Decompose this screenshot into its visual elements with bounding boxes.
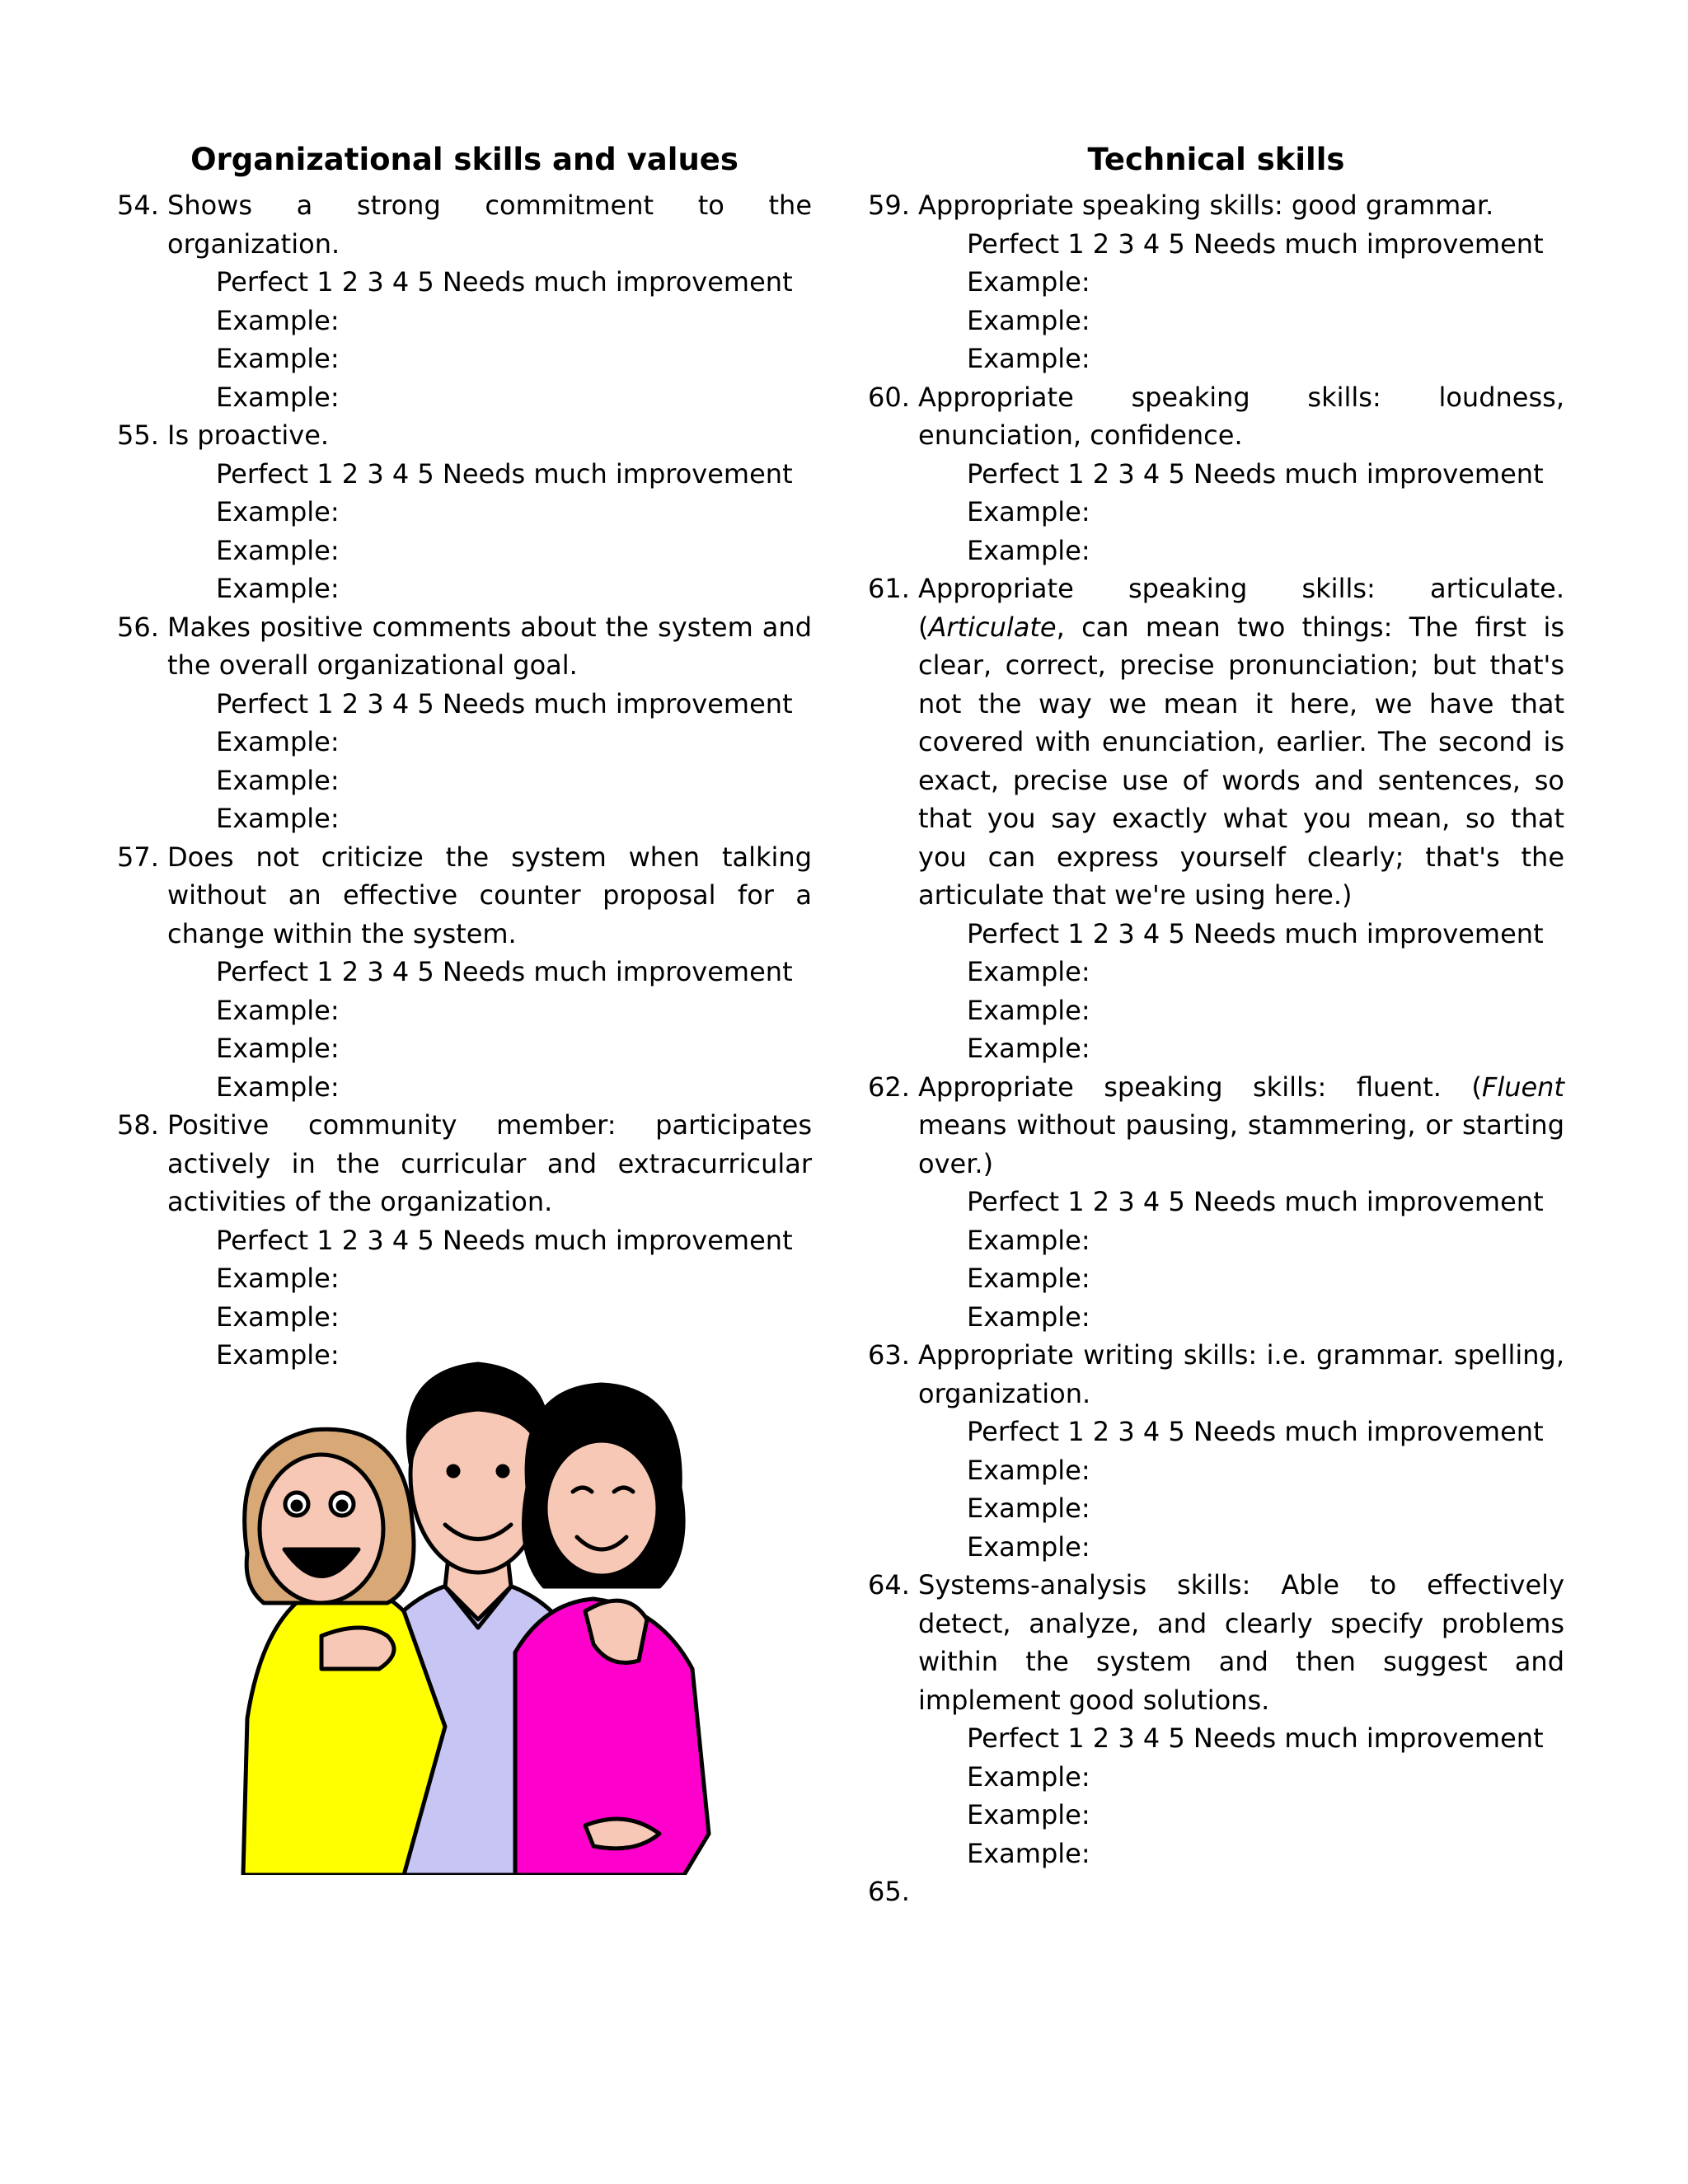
item-number: 61.: [868, 573, 910, 604]
example-label: Example:: [967, 1493, 1090, 1524]
example-label: Example:: [216, 1339, 340, 1371]
example-label: Example:: [216, 534, 340, 566]
example-label: Example:: [216, 1033, 340, 1064]
rating-scale: Perfect 1 2 3 4 5 Needs much improvement: [216, 457, 793, 490]
item-number: 58.: [117, 1109, 159, 1141]
rating-scale: Perfect 1 2 3 4 5 Needs much improvement: [967, 1722, 1544, 1754]
item-text: Is proactive.: [167, 419, 330, 451]
left-column: [117, 138, 812, 1375]
right-woman-face: [546, 1441, 658, 1576]
list-item: [868, 186, 1564, 378]
man-eye: [448, 1466, 458, 1476]
item-text: Appropriate writing skills: i.e. grammar. spelling, organization.: [918, 1339, 1564, 1409]
item-text-emphasis: Articulate: [928, 611, 1057, 643]
item-number: 60.: [868, 381, 910, 413]
item-text: Appropriate speaking skills: loudness, enunciation, confidence.: [918, 381, 1564, 451]
rating-scale: Perfect 1 2 3 4 5 Needs much improvement: [216, 266, 793, 298]
item-text-emphasis: Fluent: [1481, 1071, 1564, 1103]
item-text-part: Appropriate speaking skills: fluent. (: [918, 1071, 1482, 1103]
rating-scale: Perfect 1 2 3 4 5 Needs much improvement: [216, 687, 793, 719]
example-label: Example:: [967, 1454, 1090, 1486]
rating-scale: Perfect 1 2 3 4 5 Needs much improvement: [967, 1416, 1544, 1447]
rating-scale: Perfect 1 2 3 4 5 Needs much improvement: [967, 917, 1544, 949]
list-item: [868, 378, 1564, 570]
example-label: Example:: [967, 304, 1090, 336]
rating-scale: Perfect 1 2 3 4 5 Needs much improvement: [216, 956, 793, 987]
item-number: 65.: [868, 1876, 910, 1907]
example-label: Example:: [967, 1799, 1090, 1830]
item-text: Shows a strong commitment to the organization.: [167, 190, 812, 260]
left-woman-pupil: [293, 1502, 301, 1510]
example-label: Example:: [967, 1224, 1090, 1256]
item-text: [918, 1068, 1564, 1183]
list-item: [117, 1106, 812, 1375]
item-number: 57.: [117, 841, 159, 873]
example-label: Example:: [216, 764, 340, 796]
rating-scale: Perfect 1 2 3 4 5 Needs much improvement: [967, 1186, 1544, 1217]
item-text-part: Appropriate speaking skills: articulate. (: [918, 573, 1564, 643]
example-label: Example:: [967, 1530, 1090, 1563]
item-text-part: means without pausing, stammering, or starting over.): [918, 1109, 1564, 1179]
item-number: 54.: [117, 190, 159, 221]
example-label: Example:: [967, 1760, 1090, 1793]
item-text: Systems-analysis skills: Able to effectively detect, analyze, and clearly specify problems within the system and then suggest and implement good solutions.: [918, 1569, 1564, 1716]
man-eye: [498, 1466, 508, 1476]
rating-scale: Perfect 1 2 3 4 5 Needs much improvement: [967, 457, 1544, 490]
example-label: Example:: [967, 534, 1090, 566]
item-text: Makes positive comments about the system and the overall organizational goal.: [167, 611, 812, 681]
example-label: Example:: [967, 1837, 1090, 1869]
item-number: 55.: [117, 419, 159, 451]
item-number: 62.: [868, 1071, 910, 1103]
item-number: 64.: [868, 1569, 910, 1601]
list-item: [868, 569, 1564, 1068]
example-label: Example:: [216, 304, 340, 336]
example-label: Example:: [216, 343, 340, 374]
item-text: Does not criticize the system when talking without an effective counter proposal for a change within the system.: [167, 841, 812, 949]
item-number: 59.: [868, 190, 910, 221]
example-label: Example:: [216, 803, 340, 834]
example-label: Example:: [216, 1263, 340, 1294]
item-text-empty: [918, 1872, 1564, 1911]
list-item: [117, 416, 812, 608]
section-heading: Technical skills: [1087, 142, 1345, 177]
example-label: Example:: [216, 381, 340, 413]
example-label: Example:: [967, 1301, 1090, 1333]
list-item: [868, 1566, 1564, 1872]
item-number: 63.: [868, 1339, 910, 1371]
example-label: Example:: [216, 573, 340, 604]
item-text: Positive community member: participates actively in the curricular and extracurricular activities of the organization.: [167, 1109, 812, 1217]
section-heading: Organizational skills and values: [190, 142, 738, 177]
right-column: [868, 138, 1564, 1911]
example-label: Example:: [967, 1263, 1090, 1294]
list-item: [117, 608, 812, 838]
list-item: [868, 1872, 1564, 1911]
example-label: Example:: [967, 266, 1090, 298]
rating-scale: Perfect 1 2 3 4 5 Needs much improvement: [967, 227, 1544, 260]
item-text: Appropriate speaking skills: good grammar.: [918, 190, 1494, 221]
list-item: [117, 186, 812, 416]
item-number: 56.: [117, 611, 159, 643]
left-woman-pupil: [338, 1502, 346, 1510]
three-people-illustration: [198, 1339, 775, 1875]
example-label: Example:: [967, 496, 1090, 527]
left-woman-hand: [321, 1628, 394, 1669]
left-woman-face: [260, 1455, 383, 1603]
item-text-part: , can mean two things: The first is clear, correct, precise pronunciation; but that's not the way we mean it here, we have that covered with enunciation, earlier. The second is exact, precise use of words and sentences, so that you say exactly what you mean, so that you can express yourself clearly; that's the articulate that we're using here.): [918, 611, 1564, 911]
example-label: Example:: [967, 343, 1090, 374]
example-label: Example:: [967, 994, 1090, 1026]
example-label: Example:: [216, 1071, 340, 1103]
rating-scale: Perfect 1 2 3 4 5 Needs much improvement: [216, 1224, 793, 1256]
example-label: Example:: [216, 726, 340, 757]
example-label: Example:: [216, 1301, 340, 1333]
item-text: [918, 569, 1564, 915]
example-label: Example:: [967, 1033, 1090, 1064]
list-item: [117, 838, 812, 1107]
example-label: Example:: [216, 994, 340, 1026]
list-item: [868, 1068, 1564, 1337]
list-item: [868, 1336, 1564, 1566]
example-label: Example:: [967, 956, 1090, 987]
example-label: Example:: [216, 496, 340, 527]
